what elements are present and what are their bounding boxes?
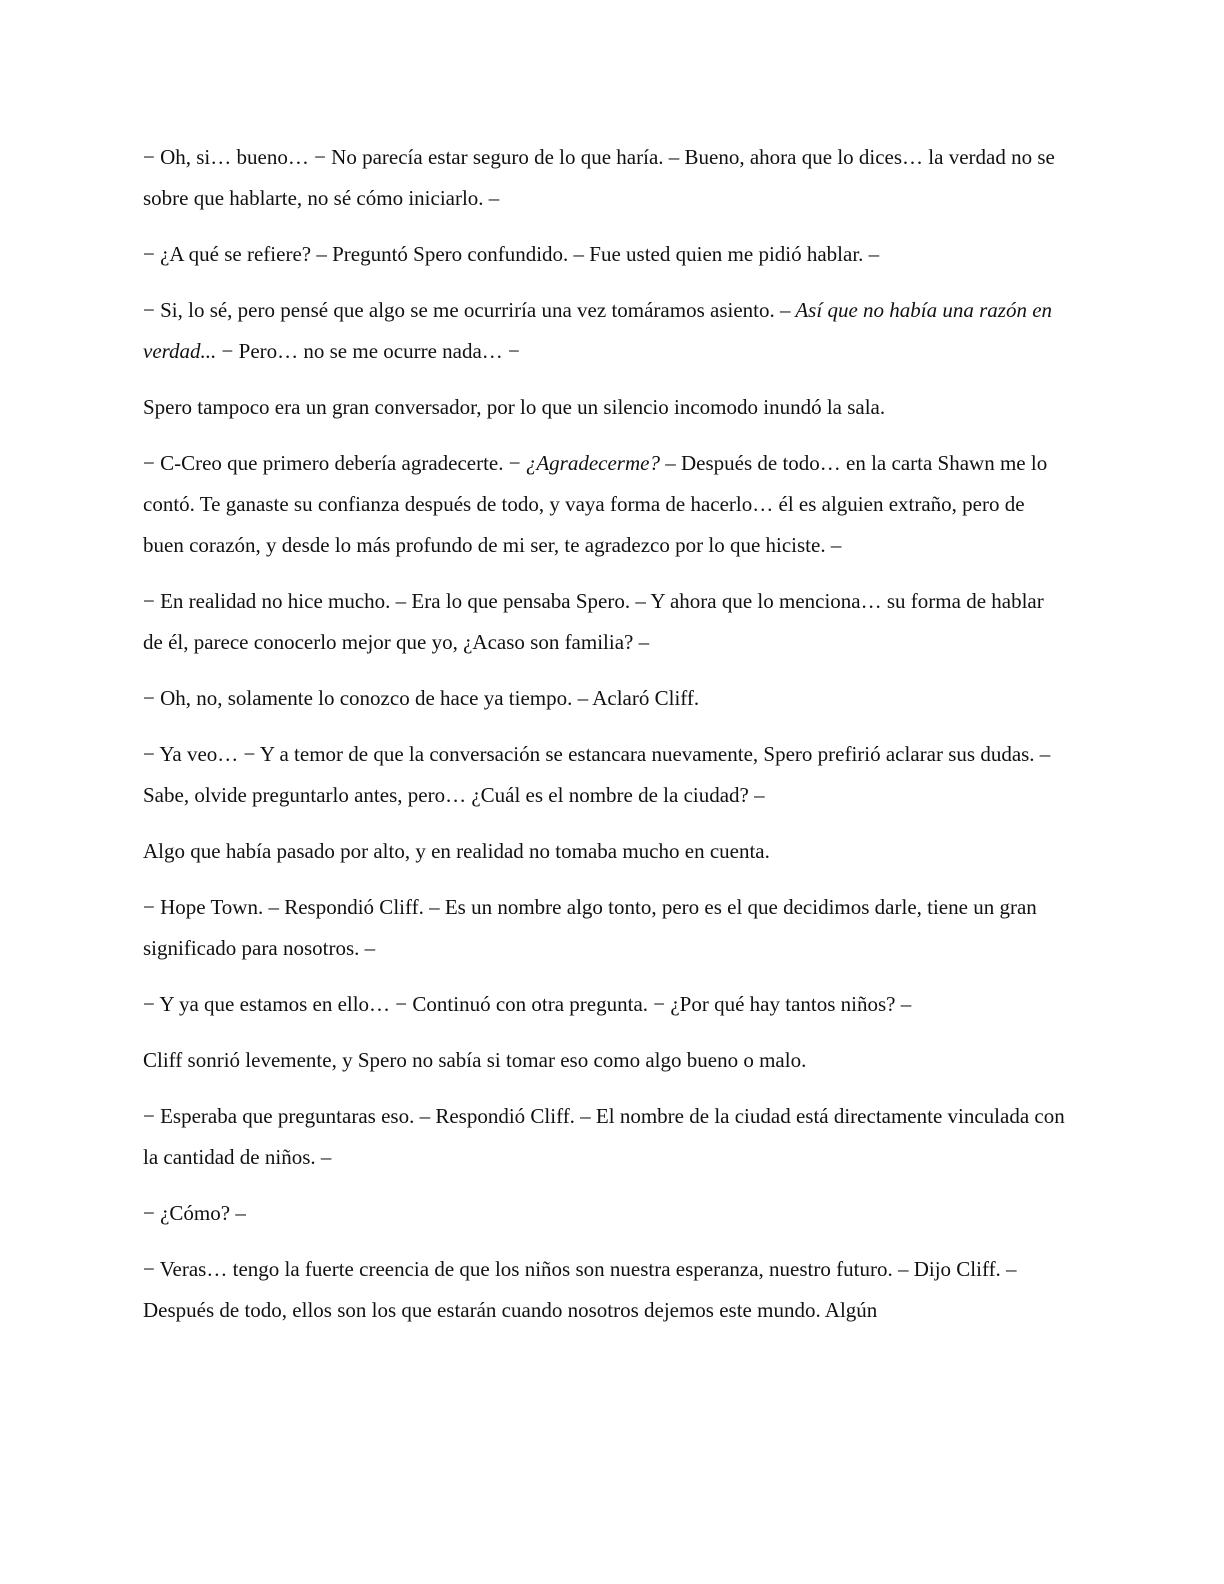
- paragraph-4: [143, 387, 1065, 428]
- paragraph-text: − ¿Cómo? –: [143, 1201, 246, 1225]
- paragraph-text: − C-Creo que primero debería agradecerte. −: [143, 451, 526, 475]
- paragraph-italic-thought: ¿Agradecerme?: [525, 451, 660, 475]
- paragraph-6: [143, 581, 1065, 663]
- paragraph-11: [143, 984, 1065, 1025]
- paragraph-12: [143, 1040, 1065, 1081]
- paragraph-text: − En realidad no hice mucho. – Era lo que pensaba Spero. – Y ahora que lo menciona… su forma de hablar de él, parece conocerlo mejor que yo, ¿Acaso son familia? –: [143, 589, 1044, 654]
- paragraph-text: − Ya veo… − Y a temor de que la conversación se estancara nuevamente, Spero prefirió aclarar sus dudas. – Sabe, olvide preguntarlo antes, pero… ¿Cuál es el nombre de la ciudad? –: [143, 742, 1051, 807]
- paragraph-14: [143, 1193, 1065, 1234]
- paragraph-text: − Y ya que estamos en ello… − Continuó con otra pregunta. − ¿Por qué hay tantos niños? –: [143, 992, 912, 1016]
- paragraph-10: [143, 887, 1065, 969]
- paragraph-italic-thought: – Así que no había una razón en verdad...: [143, 298, 1053, 363]
- paragraph-text: − ¿A qué se refiere? – Preguntó Spero confundido. – Fue usted quien me pidió hablar. –: [143, 242, 880, 266]
- paragraph-text: − Si, lo sé, pero pensé que algo se me ocurriría una vez tomáramos asiento.: [143, 298, 780, 322]
- paragraph-text: − Oh, si… bueno… − No parecía estar seguro de lo que haría. – Bueno, ahora que lo dices… la verdad no se sobre que hablarte, no sé cómo iniciarlo. –: [143, 145, 1055, 210]
- paragraph-7: [143, 678, 1065, 719]
- paragraph-text: Spero tampoco era un gran conversador, por lo que un silencio incomodo inundó la sala.: [143, 395, 886, 419]
- paragraph-text: − Oh, no, solamente lo conozco de hace ya tiempo. – Aclaró Cliff.: [143, 686, 700, 710]
- paragraph-text: − Hope Town. – Respondió Cliff. – Es un nombre algo tonto, pero es el que decidimos darle, tiene un gran significado para nosotros. –: [143, 895, 1037, 960]
- paragraph-text: − Esperaba que preguntaras eso. – Respondió Cliff. – El nombre de la ciudad está directamente vinculada con la cantidad de niños. –: [143, 1104, 1065, 1169]
- paragraph-text: Algo que había pasado por alto, y en realidad no tomaba mucho en cuenta.: [143, 839, 770, 863]
- paragraph-3: [143, 290, 1065, 372]
- paragraph-text: – Después de todo… en la carta Shawn me lo contó. Te ganaste su confianza después de todo, y vaya forma de hacerlo… él es alguien extraño, pero de buen corazón, y desde lo más profundo de mi ser, te agradezco por lo que hiciste. –: [143, 451, 1048, 557]
- paragraph-15: [143, 1249, 1065, 1331]
- paragraph-text: Cliff sonrió levemente, y Spero no sabía si tomar eso como algo bueno o malo.: [143, 1048, 807, 1072]
- paragraph-text: − Veras… tengo la fuerte creencia de que los niños son nuestra esperanza, nuestro futuro. – Dijo Cliff. – Después de todo, ellos son los que estarán cuando nosotros dejemos este mundo. Algún: [143, 1257, 1017, 1322]
- paragraph-5: [143, 443, 1065, 566]
- paragraph-2: [143, 234, 1065, 275]
- document-page: [143, 137, 1065, 1331]
- paragraph-9: [143, 831, 1065, 872]
- paragraph-13: [143, 1096, 1065, 1178]
- paragraph-text: − Pero… no se me ocurre nada… −: [216, 339, 520, 363]
- paragraph-1: [143, 137, 1065, 219]
- paragraph-8: [143, 734, 1065, 816]
